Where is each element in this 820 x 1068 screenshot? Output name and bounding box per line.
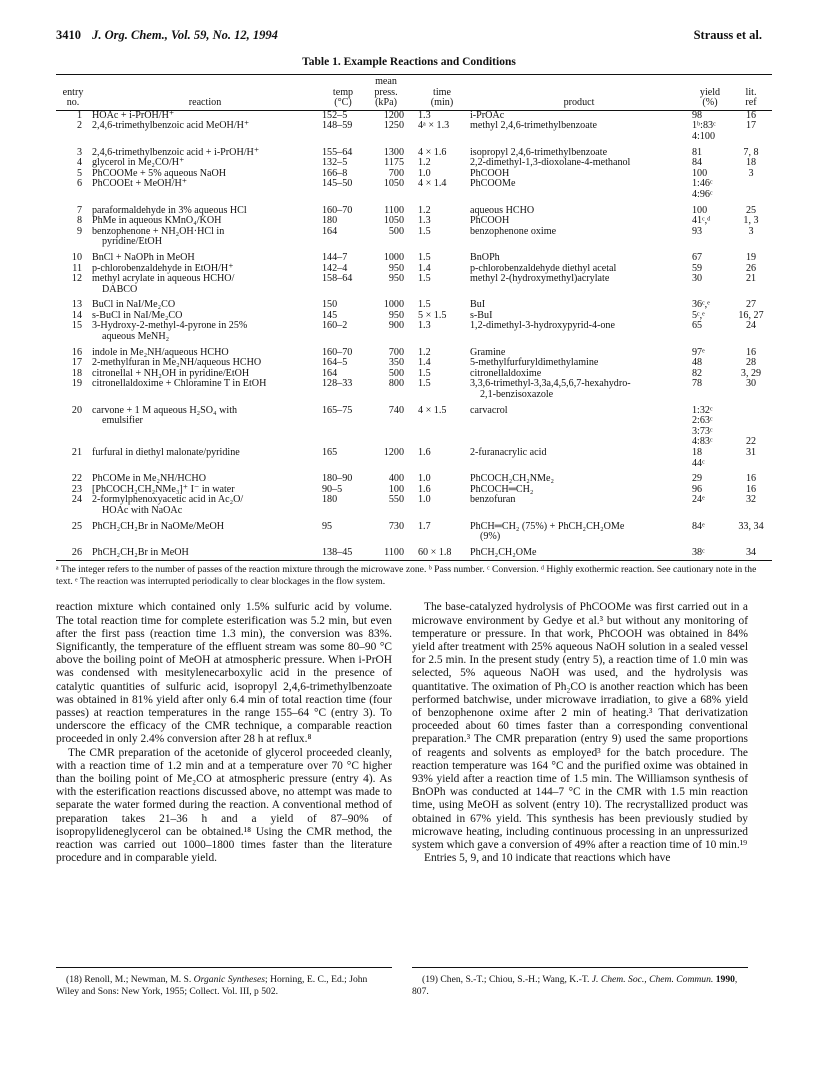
cell-temp: 180–90 <box>322 473 353 485</box>
cell-pressure: 1100 <box>366 543 406 561</box>
cell-temp: 164 <box>322 225 338 237</box>
cell-time: 5 × 1.5 <box>418 309 447 321</box>
cell-temp: 95 <box>322 520 333 532</box>
paragraph: reaction mixture which contained only 1.5% sulfuric acid by volume. The total reaction time for complete esterification was 5.2 min, but even after the first pass (reaction time 1.3 min), the conversion was 83%. Significantly, the temperature of the effluent stream was some 80–90 °C above the boiling point of MeOH at atmospheric pressure. When i-PrOH was condensed with mesitylenecarboxylic acid in the presence of catalytic quantities of sulfuric acid, isopropyl 2,4,6-trimethylbenzoate was obtained in 81% yield after only 6.4 min of total reaction time (four passes) at reaction temperatures in the range 155–64 °C (entry 3). To underscore the efficacy of the CMR technique, a comparable reaction proceeded in only 2.4% conversion after 28 h at reflux.⁸ <box>56 601 392 746</box>
cell-ref: 19 <box>745 251 757 263</box>
cell-reaction: s-BuCl in NaI/Me₂CO <box>92 309 183 321</box>
table-row <box>56 343 772 359</box>
cell-reaction: citronellal + NH₂OH in pyridine/EtOH <box>92 367 250 379</box>
cell-yield: 1:46ᶜ 4:96ᶜ <box>692 178 713 200</box>
cell-pressure: 950 <box>388 262 404 274</box>
cell-product: PhCOOMe <box>470 178 516 190</box>
cell-yield: 24ᵉ <box>692 494 705 506</box>
cell-temp: 180 <box>322 494 338 506</box>
cell-entry: 15 <box>71 320 82 332</box>
cell-entry: 11 <box>72 262 82 274</box>
cell-entry: 22 <box>71 473 82 485</box>
table-row <box>56 227 772 248</box>
cell-entry: 13 <box>71 299 82 311</box>
cell-reaction: PhCOMe in Me₂NH/HCHO <box>92 473 206 485</box>
cell-product: p-chlorobenzaldehyde diethyl acetal <box>470 262 617 274</box>
cell-temp: 165–75 <box>322 404 353 416</box>
cell-temp: 160–70 <box>322 204 353 216</box>
cell-ref: 32 <box>745 494 757 506</box>
cell-entry: 8 <box>76 215 82 227</box>
cell-ref: 24 <box>745 320 757 332</box>
col-header-time: time (min) <box>406 75 468 111</box>
cell-time: 1.0 <box>418 167 431 179</box>
table-row <box>56 401 772 448</box>
cell-entry: 24 <box>71 494 82 506</box>
cell-temp: 132–5 <box>322 157 348 169</box>
cell-ref: 3, 29 <box>740 367 762 379</box>
cell-pressure: 950 <box>388 273 404 285</box>
running-head <box>56 28 762 46</box>
cell-temp: 166–8 <box>322 167 348 179</box>
cell-product: 2-furanacrylic acid <box>470 447 547 458</box>
cell-yield: 78 <box>692 378 703 390</box>
table-row <box>56 121 772 142</box>
cell-entry: 23 <box>71 483 82 495</box>
cell-ref: 16 <box>745 346 757 358</box>
paragraph: The base-catalyzed hydrolysis of PhCOOMe was first carried out in a microwave environment by Gedye et al.³ but without any monitoring of temperature or pressure. In that work, PhCOOH was obtained in 84% yield after treatment with 25% aqueous NaOH solution in a sealed vessel for 2.5 min. In the present study (entry 5), a reaction time of 1.0 min was selected, 5% aqueous NaOH was used, and the hydrolysis was quantitative. The oximation of Ph₂CO is another reaction which has been performed batchwise, under microwave irradiation, to give a 68% yield of benzophenone oxime after 2 min of heating.³ That derivatization proceeded about 60 times faster than a corresponding conventional preparation.³ The CMR preparation (entry 9) used the same proportions of reagents and solvents as employed³ for the batch procedure. The reaction temperature was 164 °C and the purified oxime was obtained in 93% yield after a reaction time of 1.5 min. The Williamson synthesis of BnOPh was conducted at 144–7 °C in the CMR with 1.5 min reaction time, using MeOH as solvent (entry 10). The recrystallized product was obtained in 67% yield. This synthesis has been previously studied by microwave heating, including continuous processing in an unpressurized system which gave a conversion of 49% after a reaction time of 10 min.¹⁹ <box>412 601 748 851</box>
cell-product: methyl 2-(hydroxymethyl)acrylate <box>470 273 610 285</box>
cell-time: 1.2 <box>418 346 431 358</box>
cell-reaction: PhCH₂CH₂Br in NaOMe/MeOH <box>92 520 225 532</box>
cell-time: 1.2 <box>418 157 431 169</box>
cell-product: BuI <box>470 299 486 311</box>
cell-pressure: 1250 <box>383 120 404 132</box>
cell-pressure: 700 <box>388 167 404 179</box>
cell-product: 5-methylfurfuryldimethylamine <box>470 357 599 369</box>
cell-ref: 16 <box>745 109 757 121</box>
cell-reaction: paraformaldehyde in 3% aqueous HCl <box>92 204 247 216</box>
cell-pressure: 1000 <box>383 299 404 311</box>
cell-entry: 1 <box>76 109 82 121</box>
cell-reaction: PhCH₂CH₂Br in MeOH <box>90 543 320 561</box>
cell-product: 3,3,6-trimethyl-3,3a,4,5,6,7-hexahydro- 2,1-benzisoxazole <box>470 378 631 401</box>
cell-temp: 155–64 <box>322 146 353 158</box>
cell-temp: 158–64 <box>322 273 353 285</box>
cell-pressure: 900 <box>388 320 404 332</box>
cell-time: 1.5 <box>418 299 431 311</box>
cell-product: BnOPh <box>470 251 500 263</box>
cell-pressure: 500 <box>388 225 404 237</box>
cell-ref: 25 <box>745 204 757 216</box>
cell-ref: 16 <box>745 473 757 485</box>
cell-yield: 82 <box>692 367 703 379</box>
cell-product: PhCOOH <box>470 167 510 179</box>
cell-reaction: PhCOOMe + 5% aqueous NaOH <box>92 167 227 179</box>
cell-temp: 152–5 <box>322 109 348 121</box>
cell-pressure: 1050 <box>383 178 404 190</box>
cell-yield: 30 <box>692 273 703 285</box>
col-header-temp: temp (°C) <box>320 75 366 111</box>
cell-reaction: PhMe in aqueous KMnO₄/KOH <box>92 215 222 227</box>
cell-reaction: benzophenone + NH₂OH·HCl in pyridine/EtOH <box>92 225 225 248</box>
table-row <box>56 248 772 264</box>
cell-ref: 1, 3 <box>743 215 759 227</box>
cell-pressure: 100 <box>388 483 404 495</box>
cell-product: PhCOOH <box>470 215 510 227</box>
cell-yield: 100 <box>692 204 708 216</box>
cell-pressure: 1000 <box>383 251 404 263</box>
cell-pressure: 400 <box>388 473 404 485</box>
cell-ref: 16 <box>745 483 757 495</box>
table-row <box>56 295 772 311</box>
cell-pressure: 500 <box>388 367 404 379</box>
cell-temp: 164–5 <box>322 357 348 369</box>
col-header-product: product <box>468 75 690 111</box>
cell-ref: 18 <box>745 157 757 169</box>
reference-18: (18) Renoll, M.; Newman, M. S. Organic Syntheses; Horning, E. C., Ed.; John Wiley and Sons: New York, 1955; Collect. Vol. III, p 502. <box>56 967 392 997</box>
table-row <box>56 143 772 159</box>
cell-product: Gramine <box>470 346 506 358</box>
cell-yield: 81 <box>692 146 703 158</box>
cell-entry: 26 <box>56 543 90 561</box>
cell-temp: 144–7 <box>322 251 348 263</box>
cell-entry: 2 <box>76 120 82 132</box>
cell-time: 1.3 <box>418 320 431 332</box>
cell-entry: 19 <box>71 378 82 390</box>
cell-ref: 28 <box>745 357 757 369</box>
cell-product: aqueous HCHO <box>470 204 535 216</box>
cell-time: 1.7 <box>418 520 431 532</box>
cell-temp: 138–45 <box>320 543 366 561</box>
cell-yield: 67 <box>692 251 703 263</box>
cell-entry: 20 <box>71 404 82 416</box>
cell-entry: 12 <box>71 273 82 285</box>
journal-citation: J. Org. Chem., Vol. 59, No. 12, 1994 <box>92 28 278 42</box>
page-number: 3410 <box>56 28 81 42</box>
table-row <box>56 495 772 516</box>
table-row <box>56 517 772 543</box>
table-row <box>56 321 772 342</box>
cell-ref: 31 <box>745 447 757 458</box>
cell-pressure: 740 <box>388 404 404 416</box>
cell-reaction: 2-methylfuran in Me₂NH/aqueous HCHO <box>92 357 262 369</box>
body-text <box>56 601 762 959</box>
cell-product: carvacrol <box>470 404 508 416</box>
cell-reaction: indole in Me₂NH/aqueous HCHO <box>92 346 229 358</box>
cell-pressure: 950 <box>388 309 404 321</box>
cell-entry: 25 <box>71 520 82 532</box>
table-row <box>56 543 772 561</box>
paragraph: Entries 5, 9, and 10 indicate that reactions which have <box>424 852 671 865</box>
cell-yield: 5ᶜ,ᵉ <box>692 309 705 321</box>
cell-ref: 3 <box>748 225 754 237</box>
cell-reaction: p-chlorobenzaldehyde in EtOH/H⁺ <box>92 262 234 274</box>
cell-pressure: 800 <box>388 378 404 390</box>
cell-product: i-PrOAc <box>470 109 505 121</box>
cell-pressure: 550 <box>388 494 404 506</box>
cell-reaction: citronellaldoxime + Chloramine T in EtOH <box>92 378 267 390</box>
cell-temp: 165 <box>322 447 338 458</box>
cell-ref: 21 <box>745 273 757 285</box>
cell-pressure: 1200 <box>383 109 404 121</box>
cell-time: 4 × 1.6 <box>418 146 447 158</box>
cell-time: 4ᵃ × 1.3 <box>418 120 450 132</box>
cell-entry: 6 <box>76 178 82 190</box>
cell-time: 1.3 <box>418 109 431 121</box>
cell-entry: 17 <box>71 357 82 369</box>
cell-entry: 3 <box>76 146 82 158</box>
cell-pressure: 1200 <box>383 447 404 458</box>
cell-entry: 10 <box>71 251 82 263</box>
table-title: Table 1. Example Reactions and Conditions <box>302 56 516 68</box>
cell-ref: 27 <box>745 299 757 311</box>
cell-entry: 14 <box>71 309 82 321</box>
cell-time: 1.3 <box>418 215 431 227</box>
cell-temp: 164 <box>322 367 338 379</box>
cell-time: 1.4 <box>418 262 431 274</box>
cell-ref: 16, 27 <box>738 309 764 321</box>
table-row <box>56 448 772 469</box>
cell-ref: 26 <box>745 262 757 274</box>
cell-time: 60 × 1.8 <box>406 543 468 561</box>
cell-reaction: BnCl + NaOPh in MeOH <box>92 251 195 263</box>
cell-ref: 3 <box>748 167 754 179</box>
running-authors: Strauss et al. <box>693 28 762 42</box>
cell-yield: 97ᵉ <box>692 346 705 358</box>
table-row <box>56 379 772 400</box>
cell-time: 1.2 <box>418 204 431 216</box>
cell-reaction: 2,4,6-trimethylbenzoic acid MeOH/H⁺ <box>92 120 250 132</box>
col-header-reaction: reaction <box>90 75 320 111</box>
cell-reaction: carvone + 1 M aqueous H₂SO₄ with emulsifier <box>92 404 238 427</box>
cell-reaction: 2-formylphenoxyacetic acid in Ac₂O/ HOAc with NaOAc <box>92 494 244 516</box>
cell-temp: 180 <box>322 215 338 227</box>
cell-pressure: 1100 <box>384 204 404 216</box>
cell-product: PhCH═CH₂ (75%) + PhCH₂CH₂OMe (9%) <box>470 520 625 543</box>
cell-pressure: 350 <box>388 357 404 369</box>
cell-ref: 7, 8 <box>743 146 759 158</box>
table-row <box>56 274 772 295</box>
cell-temp: 128–33 <box>322 378 353 390</box>
cell-time: 1.6 <box>418 483 431 495</box>
cell-product: PhCH₂CH₂OMe <box>468 543 690 561</box>
cell-product: PhCOCH═CH₂ <box>470 483 534 495</box>
cell-ref <box>730 179 772 200</box>
cell-product: benzofuran <box>470 494 516 506</box>
cell-reaction: 2,4,6-trimethylbenzoic acid + i-PrOH/H⁺ <box>92 146 260 158</box>
cell-temp: 145 <box>322 309 338 321</box>
cell-reaction: BuCl in NaI/Me₂CO <box>92 299 176 311</box>
cell-yield: 93 <box>692 225 703 237</box>
cell-yield: 41ᶜ,ᵈ <box>692 215 711 227</box>
cell-yield: 100 <box>692 167 708 179</box>
cell-product: s-BuI <box>470 309 493 321</box>
cell-time: 4 × 1.4 <box>418 178 447 190</box>
reference-19: (19) Chen, S.-T.; Chiou, S.-H.; Wang, K.-T. J. Chem. Soc., Chem. Commun. 1990, 807. <box>412 967 748 997</box>
cell-product: 1,2-dimethyl-3-hydroxypyrid-4-one <box>470 320 615 332</box>
col-header-pressure: mean press. (kPa) <box>366 75 406 111</box>
cell-reaction: [PhCOCH₂CH₂NMe₃]⁺ I⁻ in water <box>92 483 235 495</box>
cell-entry: 4 <box>76 157 82 169</box>
cell-time: 1.5 <box>418 367 431 379</box>
cell-product: citronellaldoxime <box>470 367 542 379</box>
cell-temp: 90–5 <box>322 483 343 495</box>
cell-yield: 18 44ᶜ <box>692 447 705 469</box>
cell-reaction: 3-Hydroxy-2-methyl-4-pyrone in 25% aqueous MeNH₂ <box>92 320 248 343</box>
cell-entry: 21 <box>71 447 82 458</box>
col-header-yield: yield (%) <box>690 75 730 111</box>
cell-yield: 1ᵇ:83ᶜ 4:100 <box>692 120 716 142</box>
cell-yield: 84 <box>692 157 703 169</box>
cell-temp: 148–59 <box>322 120 353 132</box>
cell-ref: 33, 34 <box>738 520 764 532</box>
table-row <box>56 179 772 200</box>
cell-pressure: 1175 <box>384 157 404 169</box>
cell-yield: 98 <box>692 109 703 121</box>
cell-yield: 48 <box>692 357 703 369</box>
cell-yield: 38ᶜ <box>690 543 730 561</box>
cell-reaction: PhCOOEt + MeOH/H⁺ <box>92 178 188 190</box>
cell-ref: 22 <box>745 436 757 448</box>
cell-temp: 142–4 <box>322 262 348 274</box>
cell-product: 2,2-dimethyl-1,3-dioxolane-4-methanol <box>470 157 631 169</box>
cell-time: 1.5 <box>418 273 431 285</box>
body-column-left <box>56 601 392 865</box>
table-footnote: ᵃ The integer refers to the number of passes of the reaction mixture through the microwave zone. ᵇ Pass number. ᶜ Conversion. ᵈ Highly exothermic reaction. See cautionary note in the text. ᵉ The reaction was interrupted periodically to clear blockages in the flow system. <box>56 564 757 587</box>
cell-entry: 9 <box>76 225 82 237</box>
reactions-table-body <box>56 110 772 561</box>
cell-entry: 7 <box>76 204 82 216</box>
cell-pressure: 700 <box>388 346 404 358</box>
cell-yield: 1:32ᶜ 2:63ᶜ 3:73ᶜ 4:83ᶜ <box>692 404 713 448</box>
cell-time: 1.5 <box>418 225 431 237</box>
cell-time: 1.5 <box>418 251 431 263</box>
page <box>56 28 764 997</box>
cell-product: methyl 2,4,6-trimethylbenzoate <box>470 120 597 132</box>
table-row <box>56 201 772 217</box>
cell-pressure: 730 <box>388 520 404 532</box>
cell-yield: 36ᶜ,ᵉ <box>692 299 710 311</box>
cell-temp: 150 <box>322 299 338 311</box>
cell-time: 1.0 <box>418 473 431 485</box>
cell-yield: 96 <box>692 483 703 495</box>
cell-reaction: glycerol in Me₂CO/H⁺ <box>92 157 185 169</box>
cell-product: PhCOCH₂CH₂NMe₂ <box>470 473 555 485</box>
cell-entry: 5 <box>76 167 82 179</box>
cell-yield: 65 <box>692 320 703 332</box>
cell-entry: 18 <box>71 367 82 379</box>
cell-yield: 84ᵉ <box>692 520 705 532</box>
cell-time: 1.4 <box>418 357 431 369</box>
paragraph: The CMR preparation of the acetonide of glycerol proceeded cleanly, with a reaction time of 1.2 min and at a temperature over 70 °C higher than the boiling point of Me₂CO at atmospheric pressure (entry 4). As with the esterification reactions discussed above, no attempt was made to separate the water formed during the reaction. A conventional method of preparation takes 21–36 h and a yield of 87–90% of isopropylideneglycerol can be obtained.¹⁸ Using the CMR method, the reaction was carried out 1000–1800 times faster than the literature procedure and in comparable yield. <box>56 746 392 865</box>
cell-ref: 34 <box>730 543 772 561</box>
cell-temp: 160–2 <box>322 320 348 332</box>
cell-time: 1.0 <box>418 494 431 506</box>
table-row <box>56 469 772 485</box>
cell-product: isopropyl 2,4,6-trimethylbenzoate <box>470 146 608 158</box>
cell-ref: 17 <box>745 120 757 132</box>
cell-temp: 145–50 <box>322 178 353 190</box>
cell-product: benzophenone oxime <box>470 225 557 237</box>
cell-reaction: HOAc + i-PrOH/H⁺ <box>92 109 175 121</box>
cell-temp: 160–70 <box>322 346 353 358</box>
col-header-entry: entry no. <box>56 75 90 111</box>
cell-time: 1.6 <box>418 447 431 458</box>
cell-ref: 30 <box>745 378 757 390</box>
cell-time: 1.5 <box>418 378 431 390</box>
cell-time: 4 × 1.5 <box>418 404 447 416</box>
col-header-ref: lit. ref <box>730 75 772 111</box>
cell-pressure: 1300 <box>383 146 404 158</box>
cell-yield: 29 <box>692 473 703 485</box>
cell-reaction: methyl acrylate in aqueous HCHO/ DABCO <box>92 273 235 295</box>
reactions-table <box>56 74 772 561</box>
cell-entry: 16 <box>71 346 82 358</box>
cell-reaction: furfural in diethyl malonate/pyridine <box>92 447 240 458</box>
cell-yield: 59 <box>692 262 703 274</box>
cell-pressure: 1050 <box>383 215 404 227</box>
body-column-right <box>412 601 748 865</box>
